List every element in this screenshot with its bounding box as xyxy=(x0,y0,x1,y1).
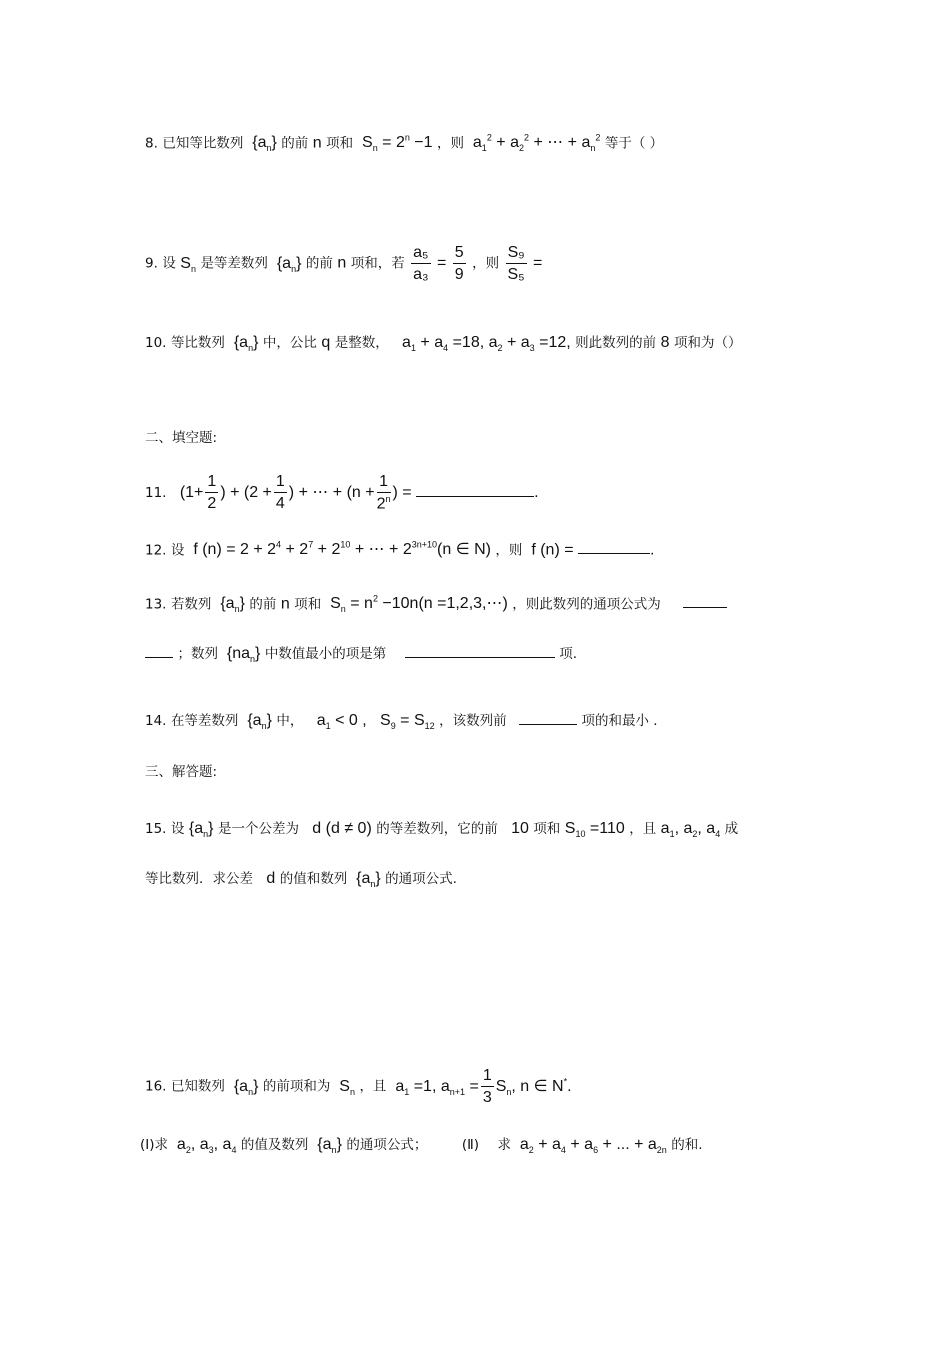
problem-10: 10. 等比数列 $\{a_n\}$ 中，公比 q 是整数， $a_1 + a_4 =18$, $a_2 + a_3 =12$, 则此数列的前 8 项和为（） xyxy=(145,334,742,354)
problem-number: 9. xyxy=(145,255,158,272)
problem-14: 14. 在等差数列 $\{a_n\}$ 中， $a_1 < 0$ , $S_9 = S_{12}$ ，该数列前 项的和最小 . xyxy=(145,712,658,732)
problem-12: 12. 设 f $(n) = 2 + 2^4 + 2^7 + 2^{10}$ + ⋯ + $2^{3n+10}(n$ ∈ N) ，则 f (n) = . xyxy=(145,540,655,559)
problem-13: 13. 若数列 $\{a_n\}$ 的前 n 项和 $S_n = n^2 -10n(n$ =1,2,3,⋯) ，则此数列的通项公式为 xyxy=(145,595,727,615)
problem-15: 15. 设 $\{a_n\}$ 是一个公差为 d (d ≠ 0) 的等差数列，它的前 10 项和 $S_{10} =110$ ，且 $a_1$, $a_2$, $a_4$ 成 xyxy=(145,820,739,840)
problem-number: 10. xyxy=(145,335,167,351)
fraction: $\frac{\text{S₉}}{\text{S₅}}$ xyxy=(507,244,525,284)
math-expr: $a_1 + a_4 =18$, $a_2 + a_3 =12$, xyxy=(393,334,571,354)
problem-16: 16. 已知数列 $\{a_n\}$ 的前项和为 $S_n$ ，且 $a_1 =1$, $a_{n+1}$ = $\frac{1}{3}$ $S_n$, n ∈ N*. xyxy=(145,1067,572,1107)
problem-number: 8. xyxy=(145,135,158,152)
problem-number: 16. xyxy=(145,1078,167,1095)
fraction: $\frac{5}{9}$ xyxy=(454,244,464,284)
answer-blank[interactable] xyxy=(145,645,173,658)
problem-number: 13. xyxy=(145,596,167,613)
answer-blank[interactable] xyxy=(683,595,727,608)
fraction: $\frac{\text{a₅}}{\text{a₃}}$ xyxy=(413,244,429,284)
section-heading-fill: 二、填空题: xyxy=(145,430,218,446)
problem-number: 11. xyxy=(145,484,167,501)
problem-9: 9. 设 $S_n$ 是等差数列 $\{a_n\}$ 的前 n 项和，若 $\frac{\text{a₅}}{\text{a₃}}$ = $\frac{5}{9}$ ，则 $\frac{\text{S₉}}{\text{S₅}}$ = xyxy=(145,244,543,284)
answer-blank[interactable] xyxy=(519,712,577,725)
answer-blank[interactable] xyxy=(405,645,555,658)
section-heading-solve: 三、解答题: xyxy=(145,764,218,780)
problem-11: 11. (1+ $\frac{1}{2}$ ) + (2 + $\frac{1}{4}$ ) + ⋯ + (n + $\frac{1}{2^n}$ ) = . xyxy=(145,473,539,513)
answer-blank[interactable] xyxy=(578,541,650,554)
problem-13-cont: ；数列 $\{na_n\}$ 中数值最小的项是第 项. xyxy=(145,645,577,664)
math-expr: $S_n = n^2 -10n(n$ =1,2,3,⋯) xyxy=(325,594,508,615)
problem-number: 15. xyxy=(145,821,167,837)
answer-blank[interactable] xyxy=(416,484,534,497)
problem-8: 8. 已知等比数列 $\{a_n\}$ 的前 n 项和 $S_n = 2^n -1$ ，则 $a_1^2 + a_2^2$ + ⋯ + $a_n^2$ 等于（ ） xyxy=(145,133,664,154)
problem-number: 12. xyxy=(145,542,167,559)
problem-15-cont: 等比数列．求公差 d 的值和数列 $\{a_n\}$ 的通项公式. xyxy=(145,870,457,890)
math-expr: $\{a_n\}$ xyxy=(247,134,277,154)
math-expr: $S_n = 2^n -1$ xyxy=(357,133,433,154)
math-expr: f $(n) = 2 + 2^4 + 2^7 + 2^{10}$ + ⋯ + $2^{3n+10}(n$ ∈ N) xyxy=(188,540,491,559)
math-expr: $a_1^2 + a_2^2$ + ⋯ + $a_n^2$ xyxy=(468,133,601,154)
problem-number: 14. xyxy=(145,713,167,729)
problem-16-parts: (Ⅰ)求 $a_2$, $a_3$, $a_4$ 的值及数列 $\{a_n\}$ 的通项公式； (Ⅱ) 求 $a_2 + a_4 + a_6$ + ... + $a_{2n}$ 的和. xyxy=(140,1136,703,1156)
